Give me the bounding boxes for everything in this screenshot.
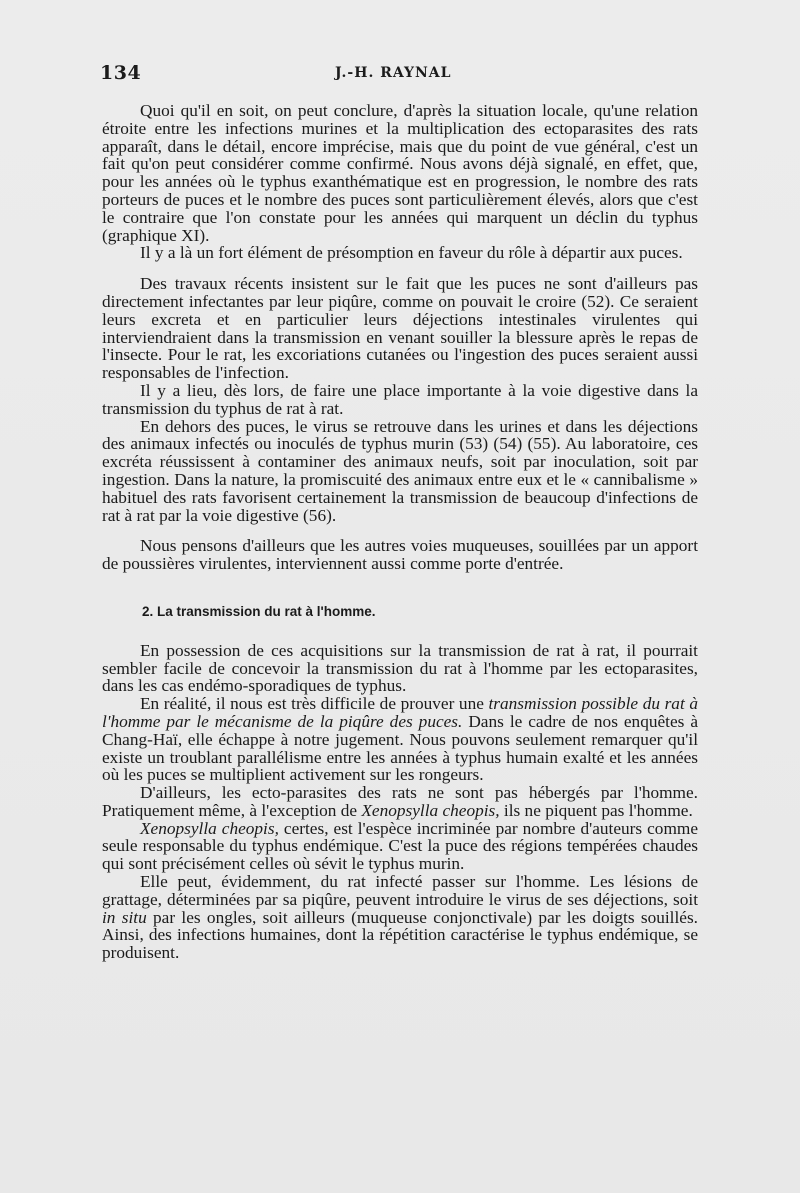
text-run: Elle peut, évidemment, du rat infecté passer sur l'homme. Les lésions de grattage, déterminées par sa piqûre, peuvent introduire le virus de ses déjections, soit [102,872,698,909]
paragraph: Des travaux récents insistent sur le fait que les puces ne sont d'ailleurs pas directement infectantes par leur piqûre, comme on pouvait le croire (52). Ce seraient leurs excreta et en particulier leurs déjections intestinales virulentes qui interviendraient dans la transmission en venant souiller la blessure après le repas de l'insecte. Pour le rat, les excoriations cutanées ou l'ingestion des puces seraient aussi responsables de l'infection. [102,274,698,383]
text-run: D'ailleurs, les ecto-parasites des rats ne sont pas hébergés par l'homme. Pratiquement même, à l'exception de [102,783,698,820]
section-heading: 2. La transmission du rat à l'homme. [142,603,376,619]
paragraph: En dehors des puces, le virus se retrouve dans les urines et dans les déjections des animaux infectés ou inoculés de typhus murin (53) (54) (55). Au laboratoire, ces excréta réussissent à contaminer des animaux neufs, soit par inoculation, soit par ingestion. Dans la nature, la promiscuité des animaux entre eux et le « cannibalisme » habituel des rats favorisent certainement la transmission de beaucoup d'infections de rat à rat par la voie digestive (56). [102,416,698,525]
paragraph: Nous pensons d'ailleurs que les autres voies muqueuses, souillées par un apport de poussières virulentes, interviennent aussi comme porte d'entrée. [102,536,698,574]
page-header [100,62,700,86]
paragraph [102,873,698,962]
text-run: En réalité, il nous est très difficile de prouver une [140,694,489,714]
text-run: ils ne piquent pas l'homme. [499,800,693,820]
species-name: Xenopsylla cheopis, [361,800,500,820]
page-number: 134 [100,62,142,84]
paragraph: Il y a lieu, dès lors, de faire une place importante à la voie digestive dans la transmission du typhus de rat à rat. [102,380,698,418]
paragraph [102,695,698,784]
text-run: certes, est l'espèce incriminée par nombre d'auteurs comme seule responsable du typhus endémique. C'est la puce des régions tempérées chaudes qui sont précisément celles où sévit le typhus murin. [102,818,698,874]
paragraph: En possession de ces acquisitions sur la transmission de rat à rat, il pourrait sembler facile de concevoir la transmission du rat à l'homme par les ectoparasites, dans les cas endémo-sporadiques de typhus. [102,640,698,696]
latin-phrase: in situ [102,907,147,927]
text-run: Dans le cadre de nos enquêtes à Chang-Haï, elle échappe à notre jugement. Nous pouvons seulement remarquer qu'il existe un troublant parallélisme entre les années à typhus humain exalté et les années où les puces se multiplient activement sur les rongeurs. [102,711,698,785]
paragraph: Il y a là un fort élément de présomption en faveur du rôle à départir aux puces. [140,243,683,263]
paragraph: Quoi qu'il en soit, on peut conclure, d'après la situation locale, qu'une relation étroite entre les infections murines et la multiplication des ectoparasites des rats apparaît, dans le détail, encore imprécise, mais que du point de vue général, c'est un fait qu'on peut considérer comme confirmé. Nous avons déjà signalé, en effet, que, pour les années où le typhus exanthématique est en progression, le nombre des rats porteurs de puces et le nombre des puces sont particulièrement élevés, alors que c'est le contraire que l'on constate pour les années qui marquent un déclin du typhus (graphique XI). [102,101,698,245]
italic-phrase: transmission possible du rat à l'homme par le mécanisme de la piqûre des puces. [102,694,698,731]
running-head: J.-H. RAYNAL [335,65,452,81]
body-text [102,102,698,962]
paragraph [102,820,698,873]
paragraph [102,784,698,820]
species-name: Xenopsylla cheopis, [140,818,279,838]
text-run: par les ongles, soit ailleurs (muqueuse conjonctivale) par les doigts souillés. Ainsi, des infections humaines, dont la répétition caractérise le typhus endémique, se produisent. [102,907,698,963]
